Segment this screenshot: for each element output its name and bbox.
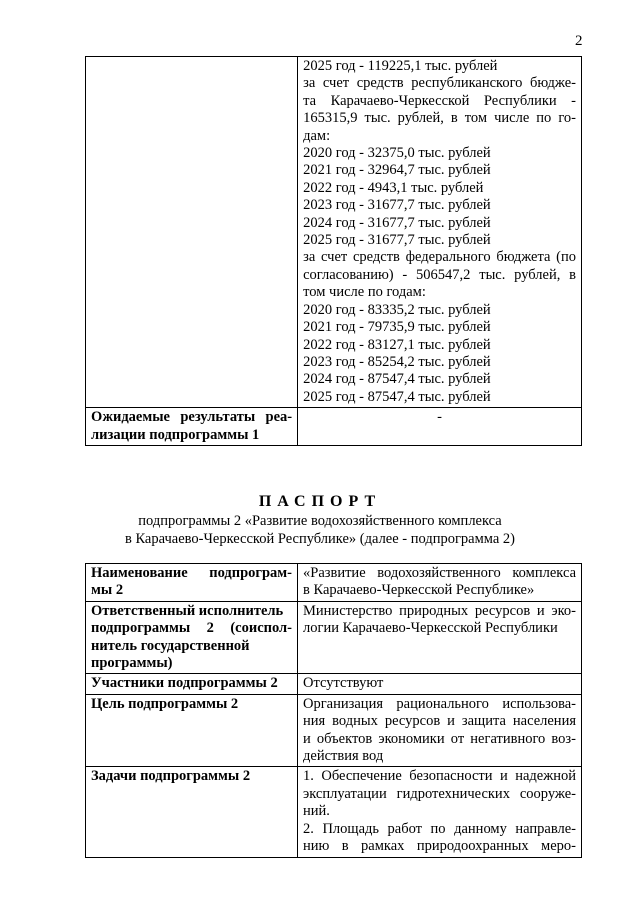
empty-label-cell	[86, 57, 298, 408]
expected-results-value: -	[298, 408, 582, 446]
passport-subtitle: подпрограммы 2 «Развитие водохозяйственного комплекса	[138, 513, 502, 529]
row-value	[298, 564, 582, 602]
label-line: Задачи подпрограммы 2	[91, 768, 251, 785]
value-line: нию в рамках природоохранных меро-	[303, 838, 576, 855]
value-line: ний.	[303, 803, 330, 820]
row-value	[298, 674, 582, 694]
row-label	[86, 767, 298, 857]
funding-line: 2021 год - 32964,7 тыс. рублей	[303, 162, 491, 179]
funding-line: том числе по годам:	[303, 284, 426, 301]
funding-line: 2022 год - 4943,1 тыс. рублей	[303, 179, 484, 196]
row-value	[298, 767, 582, 857]
expected-results-label	[86, 408, 298, 446]
passport-subtitle: в Карачаево-Черкесской Республике» (далее - подпрограмма 2)	[124, 531, 516, 547]
value-line: в Карачаево-Черкесской Республике»	[303, 582, 535, 599]
table-row	[86, 564, 582, 602]
label-line: Ответственный исполнитель	[91, 602, 284, 619]
funding-line: дам:	[303, 127, 331, 144]
value-line: логии Карачаево-Черкесской Республики	[303, 620, 558, 637]
table-row	[86, 601, 582, 674]
funding-line: 2022 год - 83127,1 тыс. рублей	[303, 336, 491, 353]
funding-line: 2023 год - 85254,2 тыс. рублей	[303, 353, 491, 370]
value-line: 2. Площадь работ по данному направле-	[303, 820, 576, 837]
label-line: нитель государственной	[91, 637, 250, 654]
value-line: Отсутствуют	[303, 675, 384, 692]
funding-table	[85, 56, 582, 446]
label-line: программы)	[91, 655, 173, 672]
label-line: мы 2	[91, 582, 124, 599]
funding-line: согласованию) - 506547,2 тыс. рублей, в	[303, 266, 576, 283]
funding-line: 2025 год - 31677,7 тыс. рублей	[303, 232, 491, 249]
funding-line: 2025 год - 119225,1 тыс. рублей	[303, 58, 498, 74]
value-line: Министерство природных ресурсов и эко-	[303, 602, 576, 619]
value-line: ния водных ресурсов и защита населения	[303, 713, 576, 730]
row-label	[86, 601, 298, 674]
funding-line: за счет средств федерального бюджета (по	[303, 249, 576, 266]
label-line: Ожидаемые результаты реа-	[91, 409, 293, 426]
value-line: эксплуатации гидротехнических сооруже-	[303, 785, 576, 802]
table-row	[86, 408, 582, 446]
table-row	[86, 767, 582, 857]
value-line: действия вод	[303, 748, 384, 765]
funding-line: 2020 год - 32375,0 тыс. рублей	[303, 145, 491, 162]
value-line: «Развитие водохозяйственного комплекса	[303, 565, 576, 581]
funding-line: та Карачаево-Черкесской Республики -	[303, 92, 576, 109]
value-line: Организация рационального использова-	[303, 695, 576, 712]
page-number: 2	[575, 33, 583, 49]
funding-line: 2025 год - 87547,4 тыс. рублей	[303, 388, 491, 405]
label-line: Участники подпрограммы 2	[91, 675, 278, 692]
funding-line: за счет средств республиканского бюдже-	[303, 75, 576, 92]
label-line: Наименование подпрограм-	[91, 565, 293, 581]
value-line: и объектов экономики от негативного воз-	[303, 730, 576, 747]
passport-heading: ПАСПОРТ	[258, 493, 382, 510]
label-line: подпрограммы 2 (соиспол-	[91, 620, 293, 637]
funding-line: 2024 год - 31677,7 тыс. рублей	[303, 214, 491, 231]
table-row	[86, 674, 582, 694]
passport-table	[85, 563, 582, 858]
value-line: 1. Обеспечение безопасности и надежной	[303, 768, 576, 785]
funding-line: 2024 год - 87547,4 тыс. рублей	[303, 371, 491, 388]
funding-line: 2020 год - 83335,2 тыс. рублей	[303, 301, 491, 318]
row-label	[86, 564, 298, 602]
row-value	[298, 694, 582, 767]
funding-line: 165315,9 тыс. рублей, в том числе по го-	[303, 110, 576, 127]
table-row	[86, 57, 582, 408]
label-line: Цель подпрограммы 2	[91, 695, 239, 712]
row-label	[86, 674, 298, 694]
row-value	[298, 601, 582, 674]
funding-cell	[298, 57, 582, 408]
funding-line: 2023 год - 31677,7 тыс. рублей	[303, 197, 491, 214]
label-line: лизации подпрограммы 1	[91, 426, 260, 443]
funding-line: 2021 год - 79735,9 тыс. рублей	[303, 319, 491, 336]
table-row	[86, 694, 582, 767]
row-label	[86, 694, 298, 767]
